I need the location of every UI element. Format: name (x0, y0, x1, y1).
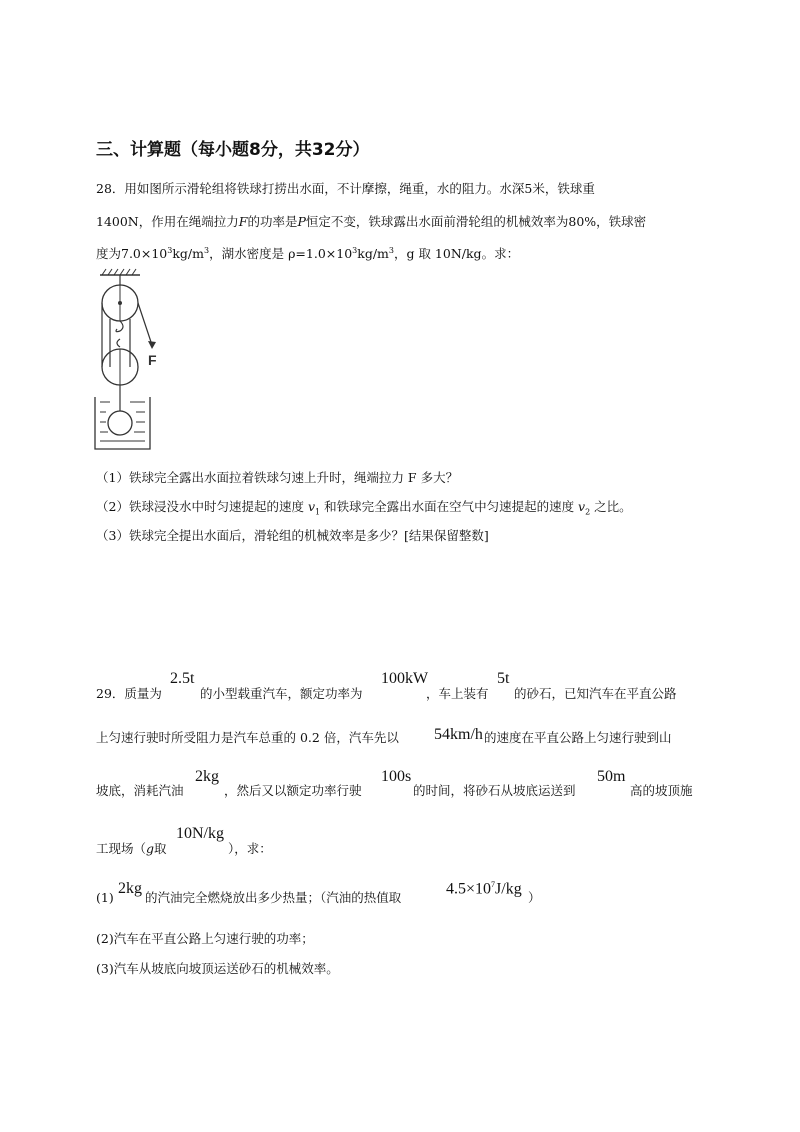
q29-height: 50m (597, 768, 626, 785)
q29-text-1a: 29．质量为 (96, 686, 162, 701)
q29-sub-1a: (1) (96, 890, 114, 905)
q29-sub-1-fuel: 2kg (118, 880, 142, 897)
q29-text-1c: ，车上装有 (426, 686, 489, 701)
q28-line-2: 1400N，作用在绳端拉力F的功率是P恒定不变，铁球露出水面前滑轮组的机械效率为80%，铁球密 (96, 214, 647, 229)
q29-text-2a: 上匀速行驶时所受阻力是汽车总重的 0.2 倍，汽车先以 (96, 730, 399, 745)
section-title: 三、计算题（每小题8分，共32分） (96, 140, 370, 160)
q29-sub-2: (2)汽车在平直公路上匀速行驶的功率； (96, 931, 314, 946)
q29-sand-mass: 5t (497, 670, 510, 687)
q28-line-1: 28．用如图所示滑轮组将铁球打捞出水面，不计摩擦，绳重，水的阻力。水深5米，铁球重 (96, 181, 595, 196)
q29-text-3c: 的时间，将砂石从坡底运送到 (413, 783, 576, 798)
q29-text-3d: 高的坡顶施 (630, 783, 693, 798)
q28-line-3: 度为$7.0\times 10^3kg/m^3$，湖水密度是 $\rho=1.0\times 10^3kg/m^3$，g 取 10N/kg。求： (96, 246, 520, 262)
q29-sub-1c: ） (528, 890, 541, 905)
q29-gravity: 10N/kg (176, 825, 224, 842)
q29-speed: 54km/h (434, 726, 483, 743)
q29-text-3b: ，然后又以额定功率行驶 (224, 783, 362, 798)
q28-sub-2: （2）铁球浸没水中时匀速提起的速度 $v_1$ 和铁球完全露出水面在空气中匀速提起的速度 $v_2$ 之比。 (96, 499, 632, 517)
q29-time: 100s (381, 768, 412, 785)
q29-text-1b: 的小型载重汽车，额定功率为 (200, 686, 363, 701)
q29-heat-value: $4.5\times 10^7J/kg$ (446, 880, 522, 898)
q29-mass: 2.5t (170, 670, 195, 687)
q29-fuel-mass: 2kg (195, 768, 219, 785)
q29-text-3a: 坡底，消耗汽油 (96, 783, 184, 798)
q29-text-4c: ），求： (228, 841, 272, 856)
q28-sub-3: （3）铁球完全提出水面后，滑轮组的机械效率是多少？[结果保留整数] (96, 528, 489, 543)
q29-text-2b: 的速度在平直公路上匀速行驶到山 (484, 730, 672, 745)
q29-sub-1b: 的汽油完全燃烧放出多少热量；（汽油的热值取 (145, 890, 402, 905)
q29-sub-3: (3)汽车从坡底向坡顶运送砂石的机械效率。 (96, 961, 339, 976)
q29-text-1d: 的砂石，已知汽车在平直公路 (514, 686, 677, 701)
q28-sub-1: （1）铁球完全露出水面拉着铁球匀速上升时，绳端拉力 F 多大？ (96, 470, 459, 485)
q29-text-4a: 工现场（g取 (96, 841, 167, 856)
pulley-diagram (90, 265, 170, 455)
force-label: F (148, 352, 157, 368)
q29-power: 100kW (381, 670, 429, 687)
